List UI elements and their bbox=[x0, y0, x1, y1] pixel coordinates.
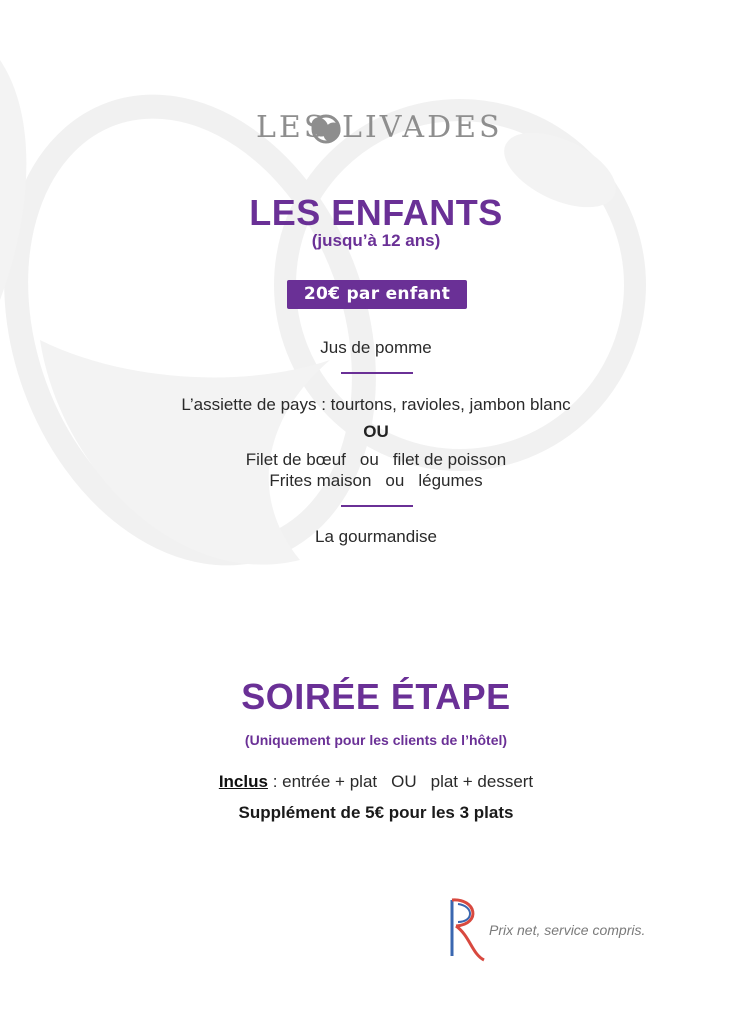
soiree-etape-subtitle: (Uniquement pour les clients de l’hôtel) bbox=[244, 732, 508, 748]
main-or: ou bbox=[359, 450, 379, 469]
vegetables: légumes bbox=[418, 471, 483, 490]
soiree-included-line bbox=[0, 772, 752, 792]
included-main-dessert: plat + dessert bbox=[430, 772, 534, 791]
soiree-etape-title: SOIRÉE ÉTAPE bbox=[241, 676, 511, 717]
kids-drink: Jus de pomme bbox=[320, 338, 432, 357]
kids-price-badge: 20€ par enfant bbox=[287, 280, 467, 309]
divider-2 bbox=[341, 505, 413, 507]
side-or: ou bbox=[385, 471, 405, 490]
kids-menu-title: LES ENFANTS bbox=[249, 192, 503, 233]
restaurant-r-logo-icon bbox=[446, 896, 490, 964]
included-label: Inclus bbox=[218, 772, 268, 791]
kids-dessert: La gourmandise bbox=[315, 527, 437, 546]
logo-les: LES bbox=[256, 110, 328, 145]
included-starter-main: : entrée + plat bbox=[272, 772, 378, 791]
kids-age-limit: (jusqu’à 12 ans) bbox=[311, 231, 441, 250]
kids-sides bbox=[0, 471, 752, 491]
kids-or-label: OU bbox=[363, 422, 389, 441]
homemade-fries: Frites maison bbox=[269, 471, 372, 490]
fish-fillet: filet de poisson bbox=[392, 450, 507, 469]
soiree-supplement: Supplément de 5€ pour les 3 plats bbox=[238, 803, 514, 822]
logo-livades: LIVADES bbox=[342, 110, 503, 145]
kids-main-option-1: L’assiette de pays : tourtons, ravioles, jambon blanc bbox=[181, 395, 571, 414]
included-or: OU bbox=[391, 772, 417, 791]
price-note: Prix net, service compris. bbox=[489, 922, 646, 938]
brand-logo bbox=[256, 104, 503, 152]
divider-1 bbox=[341, 372, 413, 374]
beef-fillet: Filet de bœuf bbox=[245, 450, 346, 469]
kids-main-option-2 bbox=[0, 450, 752, 470]
